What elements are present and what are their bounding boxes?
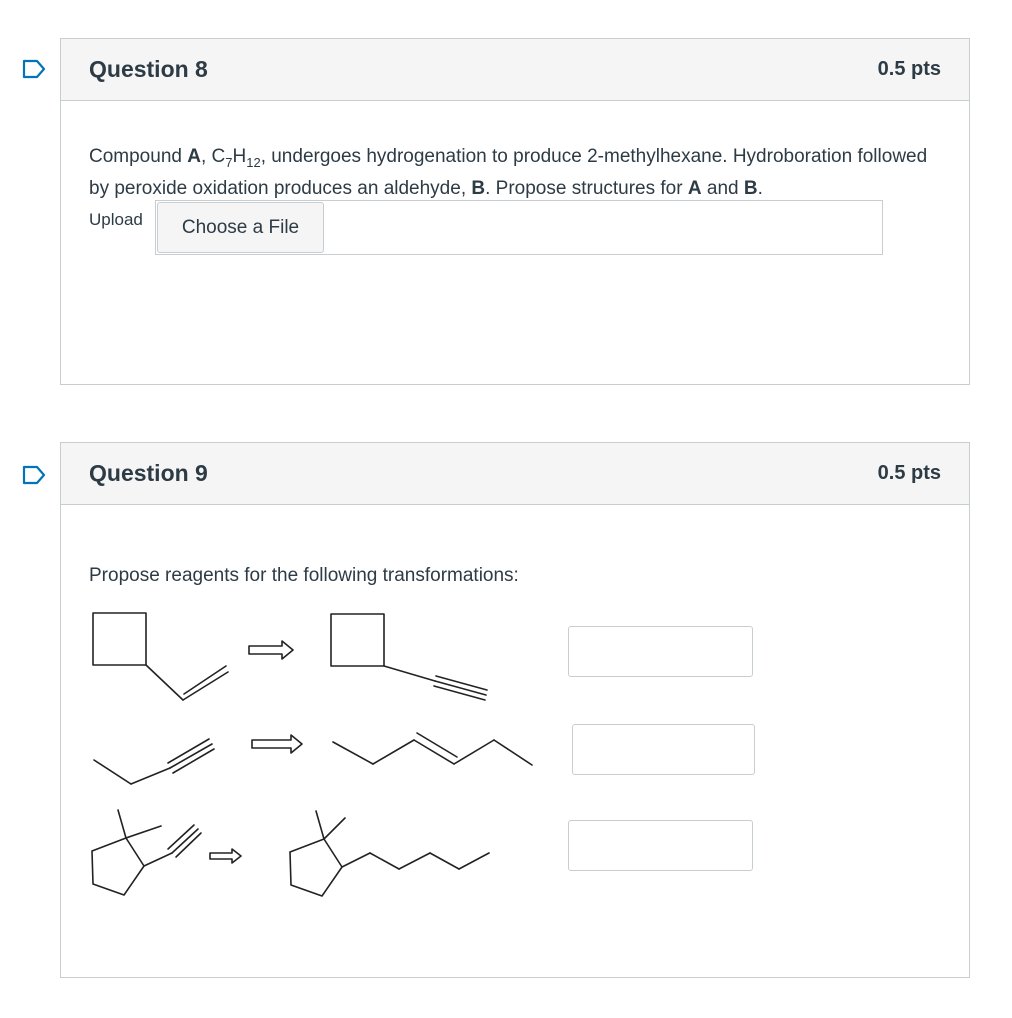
question-9-prompt: Propose reagents for the following transformations: — [89, 565, 519, 586]
flag-question-icon[interactable] — [20, 58, 48, 80]
reagent-answer-3[interactable] — [568, 820, 753, 871]
question-8-card — [60, 38, 970, 385]
flag-question-icon[interactable] — [20, 464, 48, 486]
q8-compound-a: A — [687, 178, 702, 199]
reagent-answer-2[interactable] — [572, 724, 755, 775]
upload-row — [89, 200, 883, 255]
q8-compound-b: B — [471, 178, 486, 199]
q8-text-part: H — [232, 146, 247, 167]
q8-subscript: 7 — [225, 154, 233, 170]
question-9-title: Question 9 — [89, 460, 208, 486]
question-8-text — [89, 101, 941, 205]
reagent-input-3[interactable] — [569, 821, 752, 870]
question-8-body — [61, 101, 969, 205]
q8-text-part: and — [701, 178, 744, 199]
reagent-input-1[interactable] — [569, 627, 752, 676]
q8-subscript: 12 — [246, 154, 261, 170]
q8-text-part: , undergoes hydrogenation to produce 2-methylhexane. Hydroboration followed by peroxide oxidation produces an aldehyde, — [89, 146, 928, 199]
reagent-input-2[interactable] — [573, 725, 754, 774]
question-9-body — [61, 505, 969, 592]
question-8-title: Question 8 — [89, 56, 208, 82]
q8-text-part: Compound — [89, 146, 188, 167]
question-9-card — [60, 442, 970, 978]
q8-text-part: . — [757, 178, 763, 199]
q8-text-part: , C — [200, 146, 226, 167]
file-upload-field[interactable] — [155, 200, 883, 255]
question-9-header — [61, 443, 969, 505]
q8-compound-b: B — [743, 178, 758, 199]
choose-file-button[interactable]: Choose a File — [157, 202, 324, 253]
reagent-answer-1[interactable] — [568, 626, 753, 677]
q8-text-part: . Propose structures for — [485, 178, 688, 199]
question-8-points: 0.5 pts — [877, 58, 941, 80]
question-9-points: 0.5 pts — [877, 462, 941, 484]
question-8-header — [61, 39, 969, 101]
q8-compound-a: A — [187, 146, 201, 167]
upload-label: Upload — [89, 210, 143, 229]
